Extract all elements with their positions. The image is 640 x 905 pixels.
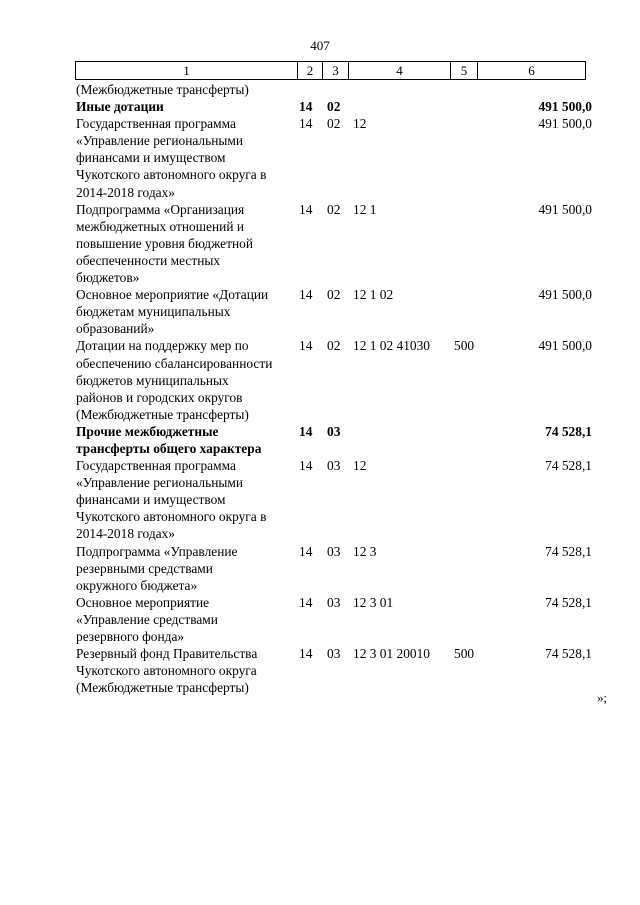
section-code: 14 xyxy=(299,458,313,474)
subsection-code: 02 xyxy=(327,116,341,132)
expense-type-code: 500 xyxy=(454,338,475,354)
description-line: резервного фонда» xyxy=(76,629,185,644)
section-code: 14 xyxy=(299,543,313,559)
table-row xyxy=(0,337,640,422)
row-description xyxy=(76,81,298,98)
table-row xyxy=(0,543,640,594)
closing-quote: »; xyxy=(597,690,608,705)
row-description xyxy=(76,337,298,422)
budget-table-body xyxy=(0,81,640,696)
amount: 74 528,1 xyxy=(545,423,592,439)
description-line: окружного бюджета» xyxy=(76,577,198,593)
row-description xyxy=(76,645,298,696)
description-line: Государственная программа xyxy=(76,458,236,474)
target-article-code: 12 1 02 xyxy=(353,287,394,303)
table-row xyxy=(0,81,640,98)
description-line: «Управление средствами xyxy=(76,611,218,627)
row-description xyxy=(76,201,298,286)
column-header-4: 4 xyxy=(349,62,451,80)
description-line: 2014-2018 годах» xyxy=(76,526,175,542)
target-article-code: 12 3 01 xyxy=(353,594,394,610)
section-code: 14 xyxy=(299,99,313,115)
page-number: 407 xyxy=(310,38,330,53)
row-description xyxy=(76,457,298,542)
description-line: Основное мероприятие «Дотации xyxy=(76,287,269,303)
description-line: обеспечению сбалансированности xyxy=(76,355,273,371)
target-article-code: 12 xyxy=(353,116,367,132)
description-line: Прочие межбюджетные xyxy=(76,423,219,439)
description-line: Государственная программа xyxy=(76,116,236,132)
description-line: резервными средствами xyxy=(76,560,213,576)
subsection-code: 03 xyxy=(327,543,341,559)
target-article-code: 12 3 xyxy=(353,543,377,559)
amount: 491 500,0 xyxy=(538,201,592,217)
section-code: 14 xyxy=(299,338,313,354)
description-line: Резервный фонд Правительства xyxy=(76,646,258,662)
section-code: 14 xyxy=(299,201,313,217)
description-line: образований» xyxy=(76,321,155,337)
column-header-table xyxy=(75,61,586,80)
target-article-code: 12 1 02 41030 xyxy=(353,338,430,354)
section-code: 14 xyxy=(299,116,313,132)
description-line: бюджетам муниципальных xyxy=(76,304,231,320)
description-line: обеспеченности местных xyxy=(76,252,221,268)
table-row xyxy=(0,645,640,696)
section-code: 14 xyxy=(299,594,313,610)
target-article-code: 12 xyxy=(353,458,367,474)
description-line: межбюджетных отношений и xyxy=(76,218,245,234)
subsection-code: 02 xyxy=(327,287,341,303)
subsection-code: 03 xyxy=(327,458,341,474)
column-header-2: 2 xyxy=(298,62,323,80)
description-line: Чукотского автономного округа в xyxy=(76,167,267,183)
amount: 74 528,1 xyxy=(545,543,592,559)
table-row xyxy=(0,423,640,457)
table-row xyxy=(0,286,640,337)
row-description xyxy=(76,115,298,200)
description-line: финансами и имуществом xyxy=(76,492,226,508)
expense-type-code: 500 xyxy=(454,646,475,662)
subsection-code: 02 xyxy=(327,201,341,217)
column-header-3: 3 xyxy=(323,62,349,80)
amount: 74 528,1 xyxy=(545,646,592,662)
table-row xyxy=(0,457,640,542)
section-code: 14 xyxy=(299,646,313,662)
description-line: повышение уровня бюджетной xyxy=(76,235,253,251)
section-code: 14 xyxy=(299,287,313,303)
subsection-code: 03 xyxy=(327,594,341,610)
column-header-1: 1 xyxy=(76,62,298,80)
row-description xyxy=(76,423,298,457)
table-row xyxy=(0,594,640,645)
description-line: (Межбюджетные трансферты) xyxy=(76,680,249,696)
description-line: (Межбюджетные трансферты) xyxy=(76,82,249,97)
amount: 491 500,0 xyxy=(538,116,592,132)
description-line: «Управление региональными xyxy=(76,133,244,149)
amount: 74 528,1 xyxy=(545,594,592,610)
subsection-code: 03 xyxy=(327,646,341,662)
description-line: Основное мероприятие xyxy=(76,594,210,610)
subsection-code: 02 xyxy=(327,338,341,354)
row-description xyxy=(76,286,298,337)
table-row xyxy=(0,115,640,200)
description-line: Дотации на поддержку мер по xyxy=(76,338,249,354)
amount: 491 500,0 xyxy=(538,287,592,303)
table-row xyxy=(0,98,640,115)
table-row xyxy=(0,201,640,286)
description-line: «Управление региональными xyxy=(76,475,244,491)
subsection-code: 03 xyxy=(327,423,341,439)
description-line: трансферты общего характера xyxy=(76,440,262,456)
target-article-code: 12 3 01 20010 xyxy=(353,646,430,662)
column-header-6: 6 xyxy=(478,62,586,80)
amount: 491 500,0 xyxy=(538,338,592,354)
section-code: 14 xyxy=(299,423,313,439)
description-line: финансами и имуществом xyxy=(76,150,226,166)
description-line: Подпрограмма «Управление xyxy=(76,543,238,559)
description-line: бюджетов муниципальных xyxy=(76,372,229,388)
amount: 74 528,1 xyxy=(545,458,592,474)
column-header-row xyxy=(76,62,586,80)
target-article-code: 12 1 xyxy=(353,201,377,217)
row-description xyxy=(76,543,298,594)
description-line: бюджетов» xyxy=(76,270,140,286)
description-line: Чукотского автономного округа xyxy=(76,663,257,679)
description-line: Подпрограмма «Организация xyxy=(76,201,245,217)
subsection-code: 02 xyxy=(327,99,341,115)
description-line: 2014-2018 годах» xyxy=(76,184,175,200)
row-description xyxy=(76,98,298,115)
column-header-5: 5 xyxy=(451,62,478,80)
description-line: районов и городских округов xyxy=(76,389,243,405)
description-line: (Межбюджетные трансферты) xyxy=(76,406,249,422)
row-description xyxy=(76,594,298,645)
amount: 491 500,0 xyxy=(538,99,592,115)
description-line: Иные дотации xyxy=(76,99,164,115)
description-line: Чукотского автономного округа в xyxy=(76,509,267,525)
